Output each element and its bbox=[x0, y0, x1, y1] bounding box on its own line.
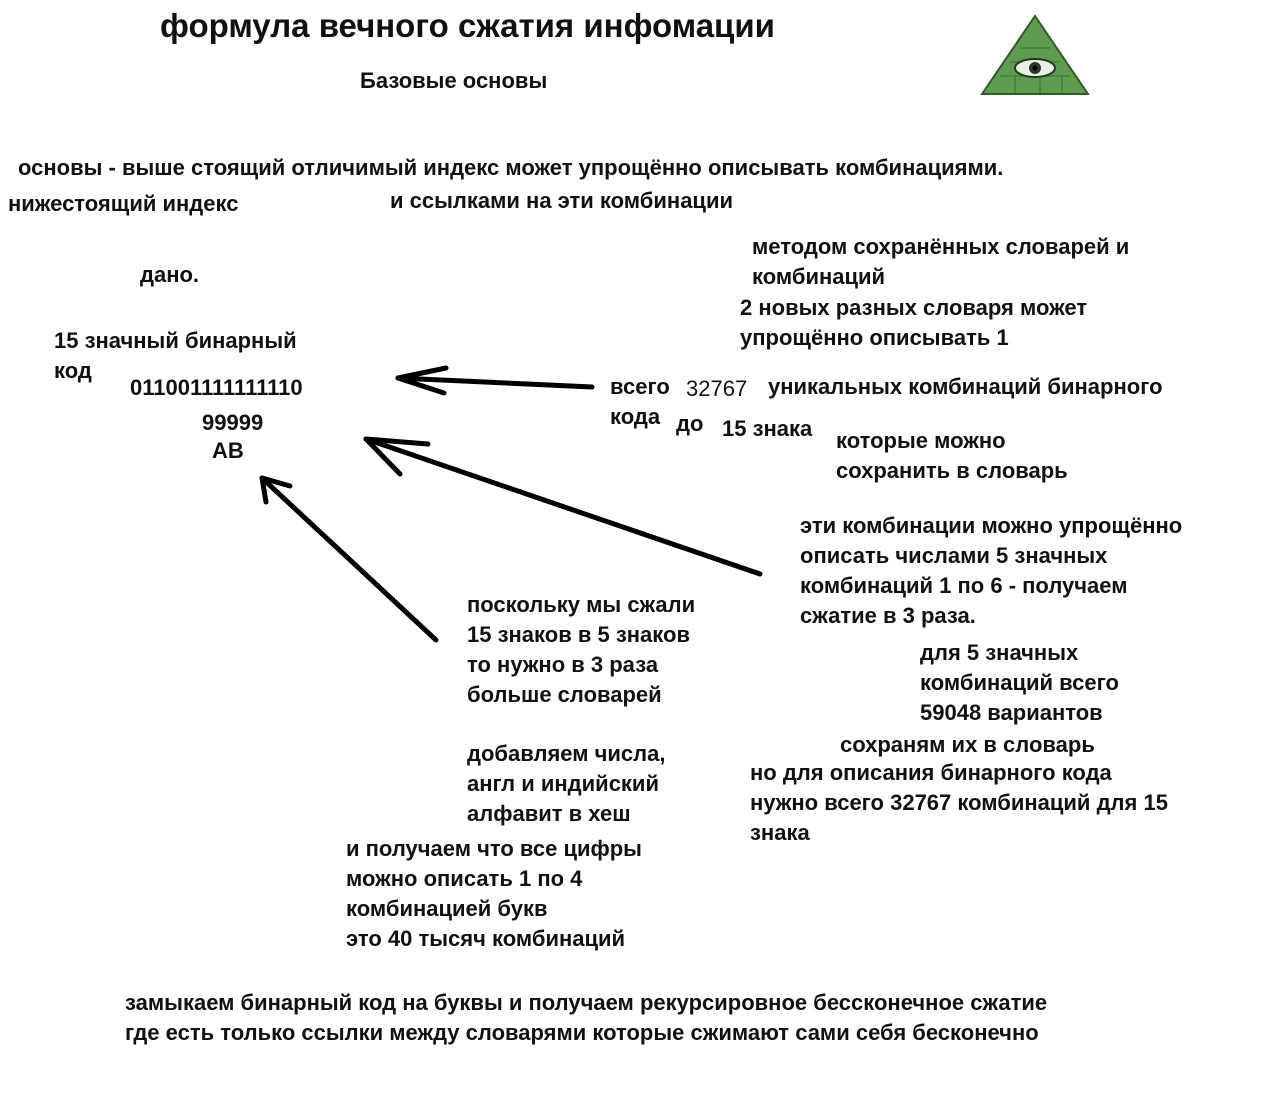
intro-line-2b: и ссылками на эти комбинации bbox=[390, 188, 733, 213]
result-note-line: и получаем что все цифры bbox=[346, 836, 642, 861]
binary-code: 011001111111110 bbox=[130, 375, 303, 400]
given-label: дано. bbox=[140, 262, 200, 287]
simplify-note-line: описать числами 5 значных bbox=[800, 543, 1108, 568]
subtitle: Базовые основы bbox=[360, 68, 548, 93]
five-digit-number: 99999 bbox=[202, 410, 264, 435]
result-note-line: это 40 тысяч комбинаций bbox=[346, 926, 626, 951]
dict-note-line: 2 новых разных словаря может bbox=[740, 295, 1088, 320]
save-note-line: сохранить в словарь bbox=[836, 458, 1068, 483]
letters-code: AB bbox=[212, 438, 244, 463]
arrow-to-letters bbox=[262, 478, 436, 640]
hash-note-line: алфавит в хеш bbox=[467, 801, 631, 826]
binary-label-line: код bbox=[54, 358, 92, 383]
intro-line-1: основы - выше стоящий отличимый индекс может упрощённо описывать комбинациями. bbox=[18, 155, 1004, 180]
total-unique: уникальных комбинаций бинарного bbox=[768, 374, 1163, 399]
page-title: формула вечного сжатия инфомации bbox=[160, 7, 775, 44]
compressed-note-line: то нужно в 3 раза bbox=[467, 652, 659, 677]
arrow-to-binary-code bbox=[398, 368, 592, 393]
total-fifteen: 15 знака bbox=[722, 416, 813, 441]
arrow-to-five-digit bbox=[366, 439, 760, 574]
simplify-note-line: эти комбинации можно упрощённо bbox=[800, 513, 1183, 538]
result-note-line: можно описать 1 по 4 bbox=[346, 866, 583, 891]
method-note-line: комбинаций bbox=[752, 264, 886, 289]
simplify-note-line: сжатие в 3 раза. bbox=[800, 603, 976, 628]
save-note-line: которые можно bbox=[836, 428, 1006, 453]
method-note-line: методом сохранённых словарей и bbox=[752, 234, 1130, 259]
hash-note-line: добавляем числа, bbox=[467, 741, 666, 766]
save-dict-note: сохраням их в словарь bbox=[840, 732, 1095, 757]
binary-desc-line: но для описания бинарного кода bbox=[750, 760, 1112, 785]
compressed-note-line: поскольку мы сжали bbox=[467, 592, 696, 617]
simplify-note-line: комбинаций 1 по 6 - получаем bbox=[800, 573, 1128, 598]
binary-desc-line: знака bbox=[750, 820, 810, 845]
compressed-note-line: больше словарей bbox=[467, 682, 662, 707]
conclusion-line: замыкаем бинарный код на буквы и получаем рекурсировное бессконечное сжатие bbox=[125, 990, 1048, 1015]
five-variants-line: для 5 значных bbox=[920, 640, 1079, 665]
result-note-line: комбинацией букв bbox=[346, 896, 548, 921]
dict-note-line: упрощённо описывать 1 bbox=[740, 325, 1009, 350]
total-vsego: всего bbox=[610, 374, 670, 399]
five-variants-line: комбинаций всего bbox=[920, 670, 1119, 695]
binary-desc-line: нужно всего 32767 комбинаций для 15 bbox=[750, 790, 1168, 815]
total-count: 32767 bbox=[686, 376, 748, 401]
compressed-note-line: 15 знаков в 5 знаков bbox=[467, 622, 690, 647]
hash-note-line: англ и индийский bbox=[467, 771, 659, 796]
conclusion-line: где есть только ссылки между словарями которые сжимают сами себя бесконечно bbox=[125, 1020, 1039, 1045]
intro-line-2a: нижестоящий индекс bbox=[8, 191, 239, 216]
five-variants-line: 59048 вариантов bbox=[920, 700, 1103, 725]
binary-label-line: 15 значный бинарный bbox=[54, 328, 297, 353]
total-koda: кода bbox=[610, 404, 661, 429]
total-do: до bbox=[676, 411, 704, 436]
